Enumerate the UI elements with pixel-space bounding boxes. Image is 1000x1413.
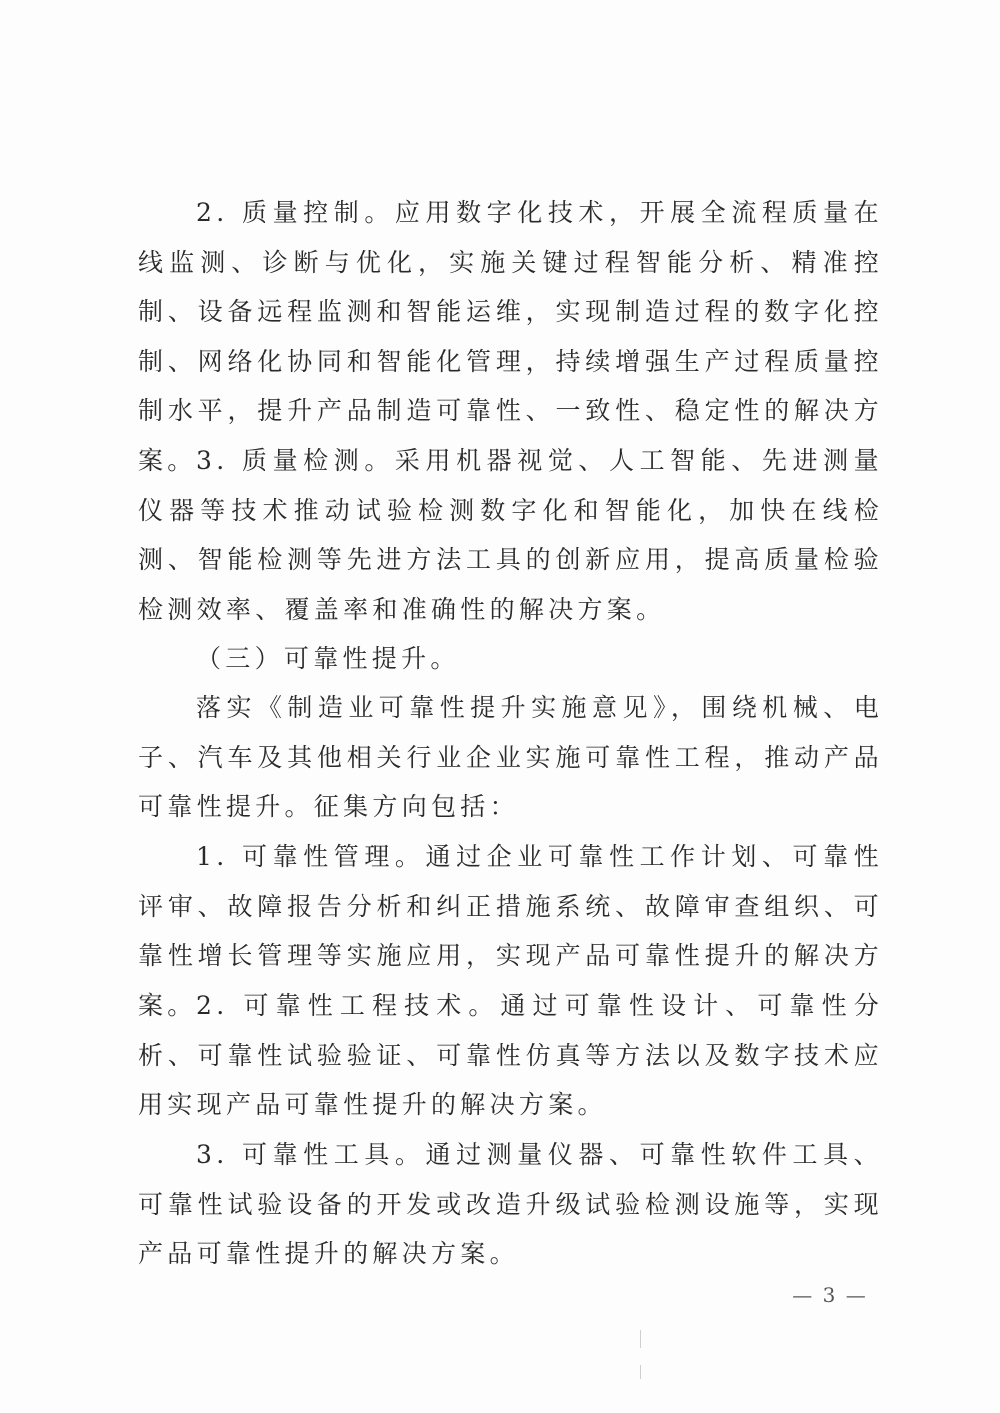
paragraph-reliability-tools: 3. 可靠性工具。通过测量仪器、可靠性软件工具、可靠性试验设备的开发或改造升级试验检测设施等，实现产品可靠性提升的解决方案。 xyxy=(138,1140,883,1268)
section-heading-reliability-improvement: （三）可靠性提升。 xyxy=(196,644,460,673)
paragraph-reliability-intro: 落实《制造业可靠性提升实施意见》，围绕机械、电子、汽车及其他相关行业企业实施可靠性工程，推动产品可靠性提升。征集方向包括： xyxy=(138,693,883,821)
paragraph-quality-inspection: 3. 质量检测。采用机器视觉、人工智能、先进测量仪器等技术推动试验检测数字化和智能化，加快在线检测、智能检测等先进方法工具的创新应用，提高质量检验检测效率、覆盖率和准确性的解决方案。 xyxy=(138,446,883,624)
page-number: — 3 — xyxy=(792,1283,868,1307)
paragraph-reliability-engineering: 2. 可靠性工程技术。通过可靠性设计、可靠性分析、可靠性试验验证、可靠性仿真等方法以及数字技术应用实现产品可靠性提升的解决方案。 xyxy=(138,991,883,1119)
scan-mark xyxy=(640,1330,641,1348)
paragraph-quality-control: 2. 质量控制。应用数字化技术，开展全流程质量在线监测、诊断与优化，实施关键过程智能分析、精准控制、设备远程监测和智能运维，实现制造过程的数字化控制、网络化协同和智能化管理，持续增强生产过程质量控制水平，提升产品制造可靠性、一致性、稳定性的解决方案。 xyxy=(138,198,883,475)
scan-mark xyxy=(640,1365,641,1379)
paragraph-reliability-management: 1. 可靠性管理。通过企业可靠性工作计划、可靠性评审、故障报告分析和纠正措施系统、故障审查组织、可靠性增长管理等实施应用，实现产品可靠性提升的解决方案。 xyxy=(138,842,883,1020)
